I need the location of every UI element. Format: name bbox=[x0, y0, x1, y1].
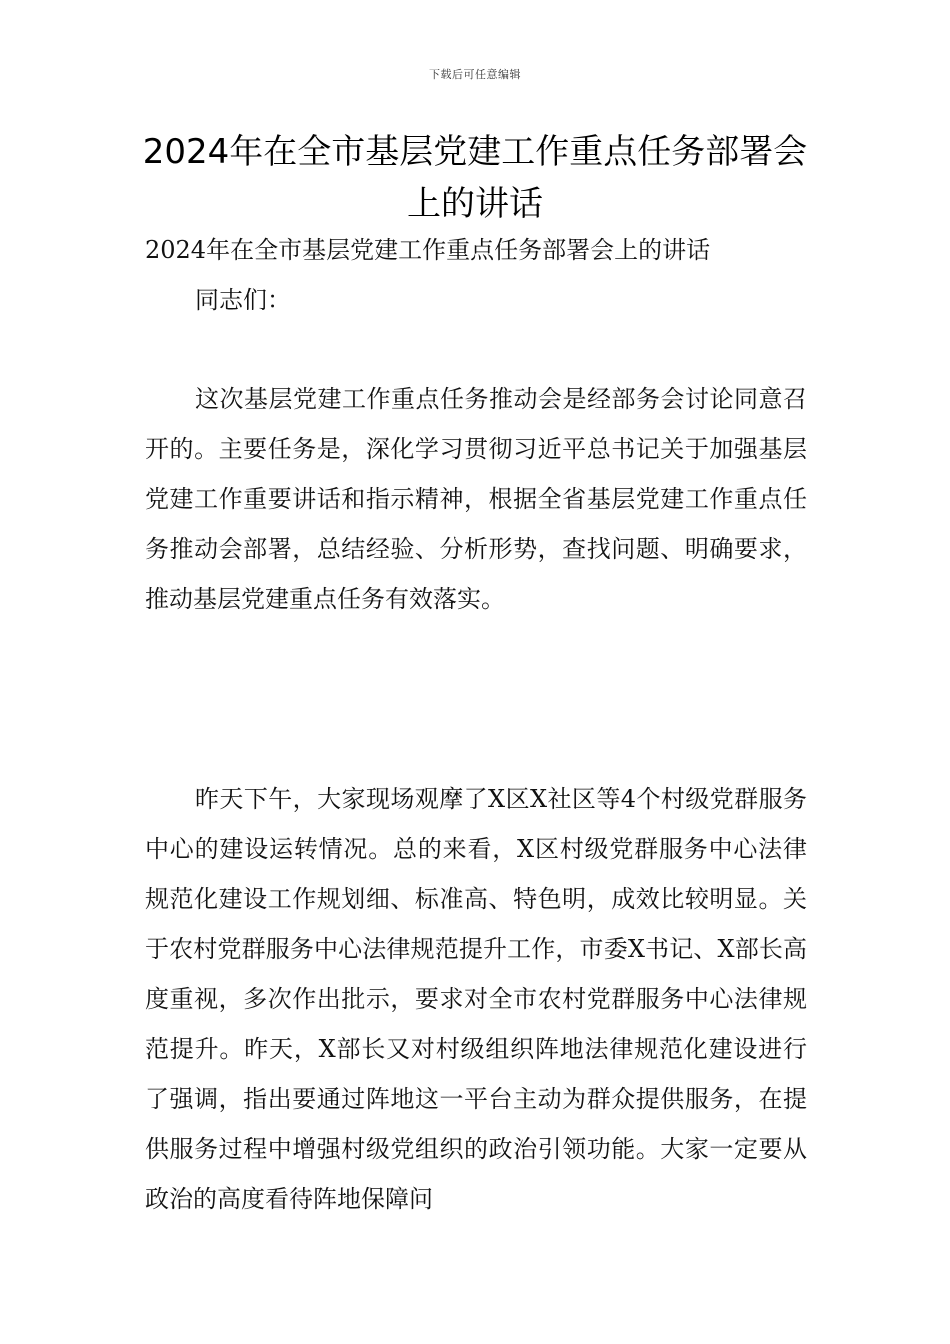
greeting: 同志们： bbox=[195, 286, 291, 314]
document-title: 2024年在全市基层党建工作重点任务部署会上的讲话 bbox=[142, 132, 808, 224]
document-subtitle: 2024年在全市基层党建工作重点任务部署会上的讲话 bbox=[145, 236, 711, 264]
header-note: 下载后可任意编辑 bbox=[429, 68, 521, 81]
paragraph-2: 昨天下午，大家现场观摩了X区X社区等4个村级党群服务中心的建设运转情况。总的来看，X区村级党群服务中心法律规范化建设工作规划细、标准高、特色明，成效比较明显。关于农村党群服务中心法律规范提升工作，市委X书记、X部长高度重视，多次作出批示，要求对全市农村党群服务中心法律规范提升。昨天，X部长又对村级组织阵地法律规范化建设进行了强调，指出要通过阵地这一平台主动为群众提供服务，在提供服务过程中增强村级党组织的政治引领功能。大家一定要从政治的高度看待阵地保障问 bbox=[145, 785, 807, 1213]
paragraph-1: 这次基层党建工作重点任务推动会是经部务会讨论同意召开的。主要任务是，深化学习贯彻习近平总书记关于加强基层党建工作重要讲话和指示精神，根据全省基层党建工作重点任务推动会部署，总结经验、分析形势，查找问题、明确要求，推动基层党建重点任务有效落实。 bbox=[145, 385, 807, 613]
